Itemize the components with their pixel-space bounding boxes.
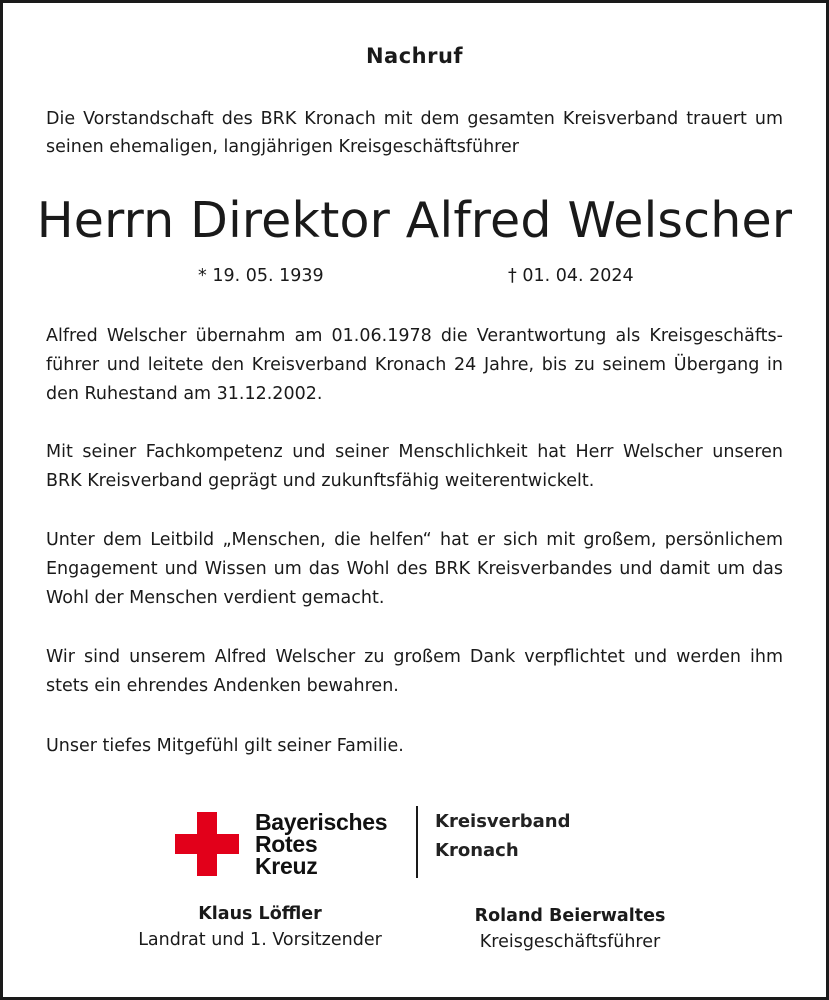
signature-name: Klaus Löffler: [198, 904, 322, 924]
signature-role: Landrat und 1. Vorsitzender: [138, 930, 382, 950]
logo-org-line2: Rotes: [255, 831, 318, 857]
birth-date: * 19. 05. 1939: [198, 266, 324, 286]
logo-unit-line1: Kreisverband: [435, 811, 571, 832]
paragraph-condolences: Unser tiefes Mitgefühl gilt seiner Familie.: [46, 736, 404, 756]
logo-org-line1: Bayerisches: [255, 809, 388, 835]
intro-text: Die Vorstandschaft des BRK Kronach mit dem gesamten Kreisverband trauert um seinen ehemaligen, langjährigen Kreisgeschäftsführer: [46, 109, 783, 157]
logo-unit-line2: Kronach: [435, 840, 519, 861]
paragraph-competence: Mit seiner Fachkompetenz und seiner Menschlichkeit hat Herr Welscher unseren BRK Kreisverband geprägt und zukunftsfähig weiterentwickelt.: [46, 442, 783, 491]
signature-chairman: [120, 901, 400, 953]
deceased-name: Herrn Direktor Alfred Welscher: [36, 192, 793, 249]
red-cross-icon: [175, 812, 239, 876]
logo-org-line3: Kreuz: [255, 853, 318, 879]
signature-name: Roland Beierwaltes: [474, 906, 666, 926]
paragraph-thanks: Wir sind unserem Alfred Welscher zu großem Dank verpflichtet und werden ihm stets ein ehrendes Andenken bewahren.: [46, 647, 783, 696]
signature-manager: [430, 903, 710, 955]
obituary-heading: Nachruf: [365, 44, 464, 68]
death-date: † 01. 04. 2024: [508, 266, 634, 286]
logo-divider: [416, 806, 418, 878]
signature-role: Kreisgeschäftsführer: [479, 932, 661, 952]
paragraph-motto: Unter dem Leitbild „Menschen, die helfen“ hat er sich mit großem, persönlichem Engagement und Wissen um das Wohl des BRK Kreisverbandes und damit um das Wohl der Menschen verdient gemacht.: [46, 530, 783, 608]
brk-logo: [175, 806, 595, 882]
paragraph-career: Alfred Welscher übernahm am 01.06.1978 die Verantwortung als Kreisgeschäftsführer und leitete den Kreisverband Kronach 24 Jahre, bis zu seinem Übergang in den Ruhestand am 31.12.2002.: [46, 326, 783, 404]
